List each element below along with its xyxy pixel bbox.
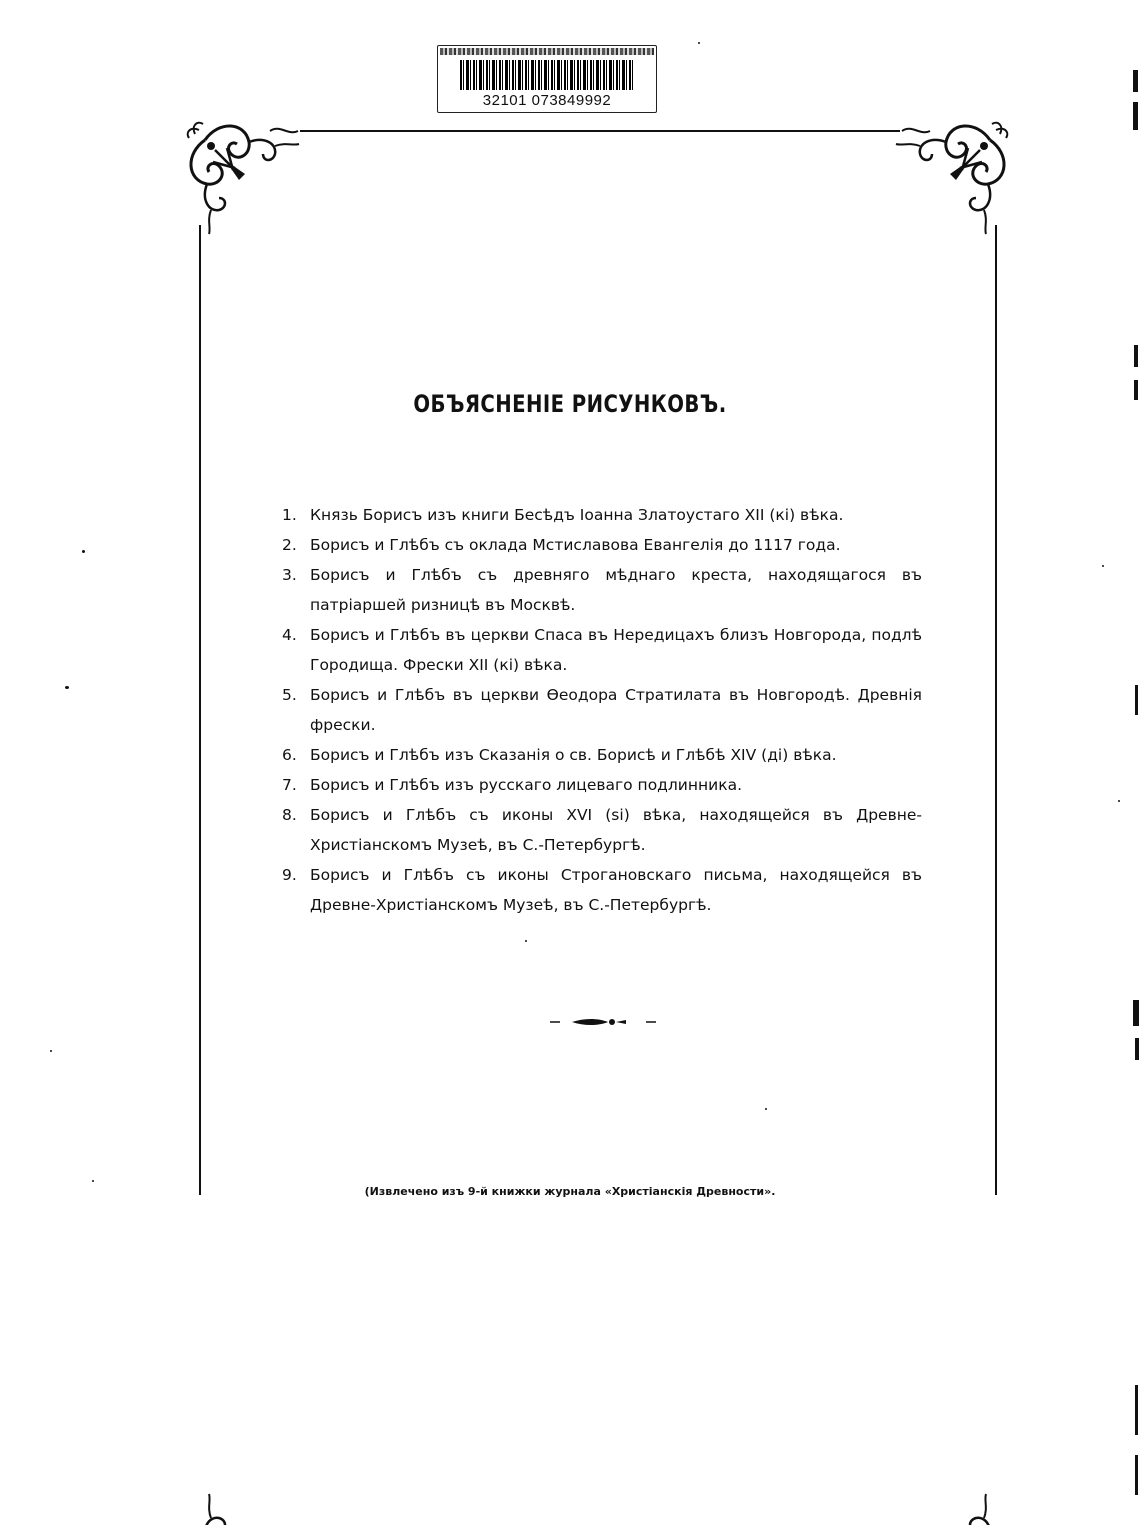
list-item (282, 680, 922, 740)
item-number: 3. (282, 566, 297, 584)
list-item (282, 800, 922, 860)
item-number: 8. (282, 806, 297, 824)
list-item (282, 770, 922, 800)
item-number: 2. (282, 536, 297, 554)
item-text: Борисъ и Глѣбъ съ древняго мѣднаго креста, находящагося въ патріаршей ризницѣ въ Москвѣ. (310, 566, 922, 614)
corner-ornament-top-right (896, 123, 1007, 234)
list-item (282, 740, 922, 770)
source-footnote: (Извлечено изъ 9-й книжки журнала «Христіанскія Древности». (364, 1185, 776, 1198)
corner-ornament-bottom-left (188, 1494, 299, 1525)
item-text: Князь Борисъ изъ книги Бесѣдъ Іоанна Златоустаго XII (кі) вѣка. (310, 506, 844, 524)
item-text: Борисъ и Глѣбъ съ оклада Мстиславова Евангелія до 1117 года. (310, 536, 841, 554)
item-text: Борисъ и Глѣбъ съ иконы Строгановскаго письма, находящейся въ Древне-Христіанскомъ Музеѣ, въ С.-Петербургѣ. (310, 866, 922, 914)
item-number: 5. (282, 686, 297, 704)
list-item (282, 620, 922, 680)
page-title: ОБЪЯСНЕНІЕ РИСУНКОВЪ. (413, 390, 727, 418)
barcode-number: 32101 073849992 (482, 92, 612, 109)
item-number: 1. (282, 506, 297, 524)
item-text: Борисъ и Глѣбъ изъ русскаго лицеваго подлинника. (310, 776, 743, 794)
item-number: 6. (282, 746, 297, 764)
item-text: Борисъ и Глѣбъ въ церкви Ѳеодора Стратилата въ Новгородѣ. Древнія фрески. (310, 686, 922, 734)
item-number: 4. (282, 626, 297, 644)
illustration-list (282, 500, 922, 920)
item-text: Борисъ и Глѣбъ съ иконы XVI (ѕі) вѣка, находящейся въ Древне-Христіанскомъ Музеѣ, въ С.-Петербургѣ. (310, 806, 922, 854)
corner-ornament-bottom-right (896, 1494, 1007, 1525)
item-text: Борисъ и Глѣбъ изъ Сказанія о св. Борисѣ и Глѣбѣ XIV (ді) вѣка. (310, 746, 837, 764)
item-text: Борисъ и Глѣбъ въ церкви Спаса въ Нередицахъ близъ Новгорода, подлѣ Городища. Фрески XII (кі) вѣка. (310, 626, 922, 674)
corner-ornament-top-left (188, 123, 299, 234)
item-number: 7. (282, 776, 297, 794)
divider-ornament (550, 1012, 660, 1034)
item-number: 9. (282, 866, 297, 884)
list-item (282, 560, 922, 620)
list-item (282, 500, 922, 530)
list-item (282, 860, 922, 920)
list-item (282, 530, 922, 560)
